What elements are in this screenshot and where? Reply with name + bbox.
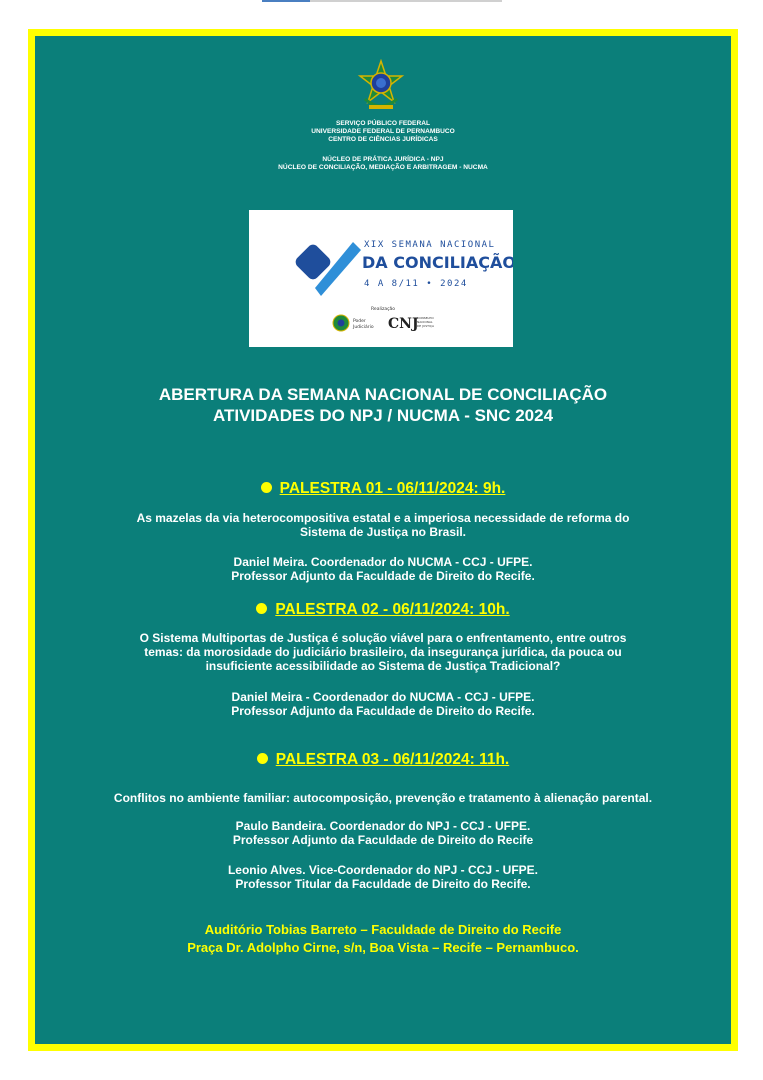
banner-line1: XIX SEMANA NACIONAL [364, 240, 496, 250]
checkmark-icon [293, 242, 361, 296]
header-line: SERVIÇO PÚBLICO FEDERAL [335, 120, 431, 127]
location-line: Praça Dr. Adolpho Cirne, s/n, Boa Vista – Recife – Pernambuco. [187, 940, 579, 955]
banner-graphic [249, 210, 513, 347]
speaker-line: Professor Adjunto da Faculdade de Direito do Recife. [231, 569, 535, 583]
speaker-line: Paulo Bandeira. Coordenador do NPJ - CCJ - UFPE. [235, 819, 531, 833]
speaker-line: Professor Titular da Faculdade de Direito do Recife. [235, 877, 531, 891]
palestra-heading-text: PALESTRA 03 - 06/11/2024: 11h. [275, 751, 510, 768]
header-line: CENTRO DE CIÊNCIAS JURÍDICAS [328, 136, 438, 143]
palestra-heading-text: PALESTRA 02 - 06/11/2024: 10h. [275, 601, 510, 618]
banner-realizacao: Realização [371, 307, 396, 312]
bullet-icon [256, 603, 267, 614]
poster [28, 29, 738, 1051]
brazil-coat-of-arms-icon [357, 59, 405, 115]
palestra-2-speaker [35, 690, 731, 718]
location-line: Auditório Tobias Barreto – Faculdade de Direito do Recife [204, 922, 562, 937]
banner-cnj-sub2: NACIONAL [417, 320, 433, 324]
palestra-3-theme [35, 791, 731, 805]
header-line: UNIVERSIDADE FEDERAL DE PERNAMBUCO [311, 128, 455, 135]
palestra-2-heading [35, 600, 731, 620]
speaker-line: Professor Adjunto da Faculdade de Direito do Recife [232, 833, 534, 847]
palestra-3-speaker-2 [35, 863, 731, 891]
header-line: NÚCLEO DE PRÁTICA JURÍDICA - NPJ [322, 156, 444, 163]
header-nucleus [35, 156, 731, 172]
header-line: NÚCLEO DE CONCILIAÇÃO, MEDIAÇÃO E ARBITRAGEM - NUCMA [278, 164, 488, 171]
speaker-line: Daniel Meira - Coordenador do NUCMA - CCJ - UFPE. [231, 690, 535, 704]
palestra-1-heading [35, 479, 731, 499]
header-institution [35, 120, 731, 144]
event-banner [249, 210, 513, 347]
top-scroll-indicator [262, 0, 502, 2]
palestra-2-theme [35, 631, 731, 673]
theme-line: Conflitos no ambiente familiar: autocomposição, prevenção e tratamento à alienação parental. [113, 791, 653, 805]
theme-line: temas: da morosidade do judiciário brasileiro, da insegurança jurídica, da pouca ou [144, 645, 622, 659]
speaker-line: Professor Adjunto da Faculdade de Direito do Recife. [231, 704, 535, 718]
poder-judiciario-emblem-icon [333, 315, 349, 331]
palestra-3-heading [35, 750, 731, 770]
palestra-3-speaker-1 [35, 819, 731, 847]
event-location [35, 921, 731, 957]
banner-cnj-sub1: CONSELHO [417, 316, 434, 320]
banner-poder1: Poder [353, 319, 366, 324]
banner-cnj-sub3: DE JUSTIÇA [417, 324, 435, 328]
theme-line: Sistema de Justiça no Brasil. [299, 525, 467, 539]
banner-line3: 4 A 8/11 • 2024 [364, 279, 468, 289]
page-title [35, 384, 731, 426]
bullet-icon [261, 482, 272, 493]
banner-line2: DA CONCILIAÇÃO [362, 253, 513, 272]
speaker-line: Leonio Alves. Vice-Coordenador do NPJ - CCJ - UFPE. [227, 863, 539, 877]
bullet-icon [257, 753, 268, 764]
title-line2: ATIVIDADES DO NPJ / NUCMA - SNC 2024 [212, 406, 554, 425]
title-line1: ABERTURA DA SEMANA NACIONAL DE CONCILIAÇÃO [158, 385, 608, 404]
theme-line: insuficiente acessibilidade ao Sistema de Justiça Tradicional? [205, 659, 561, 673]
theme-line: As mazelas da via heterocompositiva estatal e a imperiosa necessidade de reforma do [136, 511, 630, 525]
banner-poder2: Judiciário [353, 325, 374, 330]
banner-cnj-logo: CNJ [388, 316, 419, 332]
speaker-line: Daniel Meira. Coordenador do NUCMA - CCJ - UFPE. [233, 555, 533, 569]
palestra-1-speaker [35, 555, 731, 583]
palestra-1-theme [35, 511, 731, 539]
palestra-heading-text: PALESTRA 01 - 06/11/2024: 9h. [279, 480, 506, 497]
theme-line: O Sistema Multiportas de Justiça é solução viável para o enfrentamento, entre outros [139, 631, 627, 645]
